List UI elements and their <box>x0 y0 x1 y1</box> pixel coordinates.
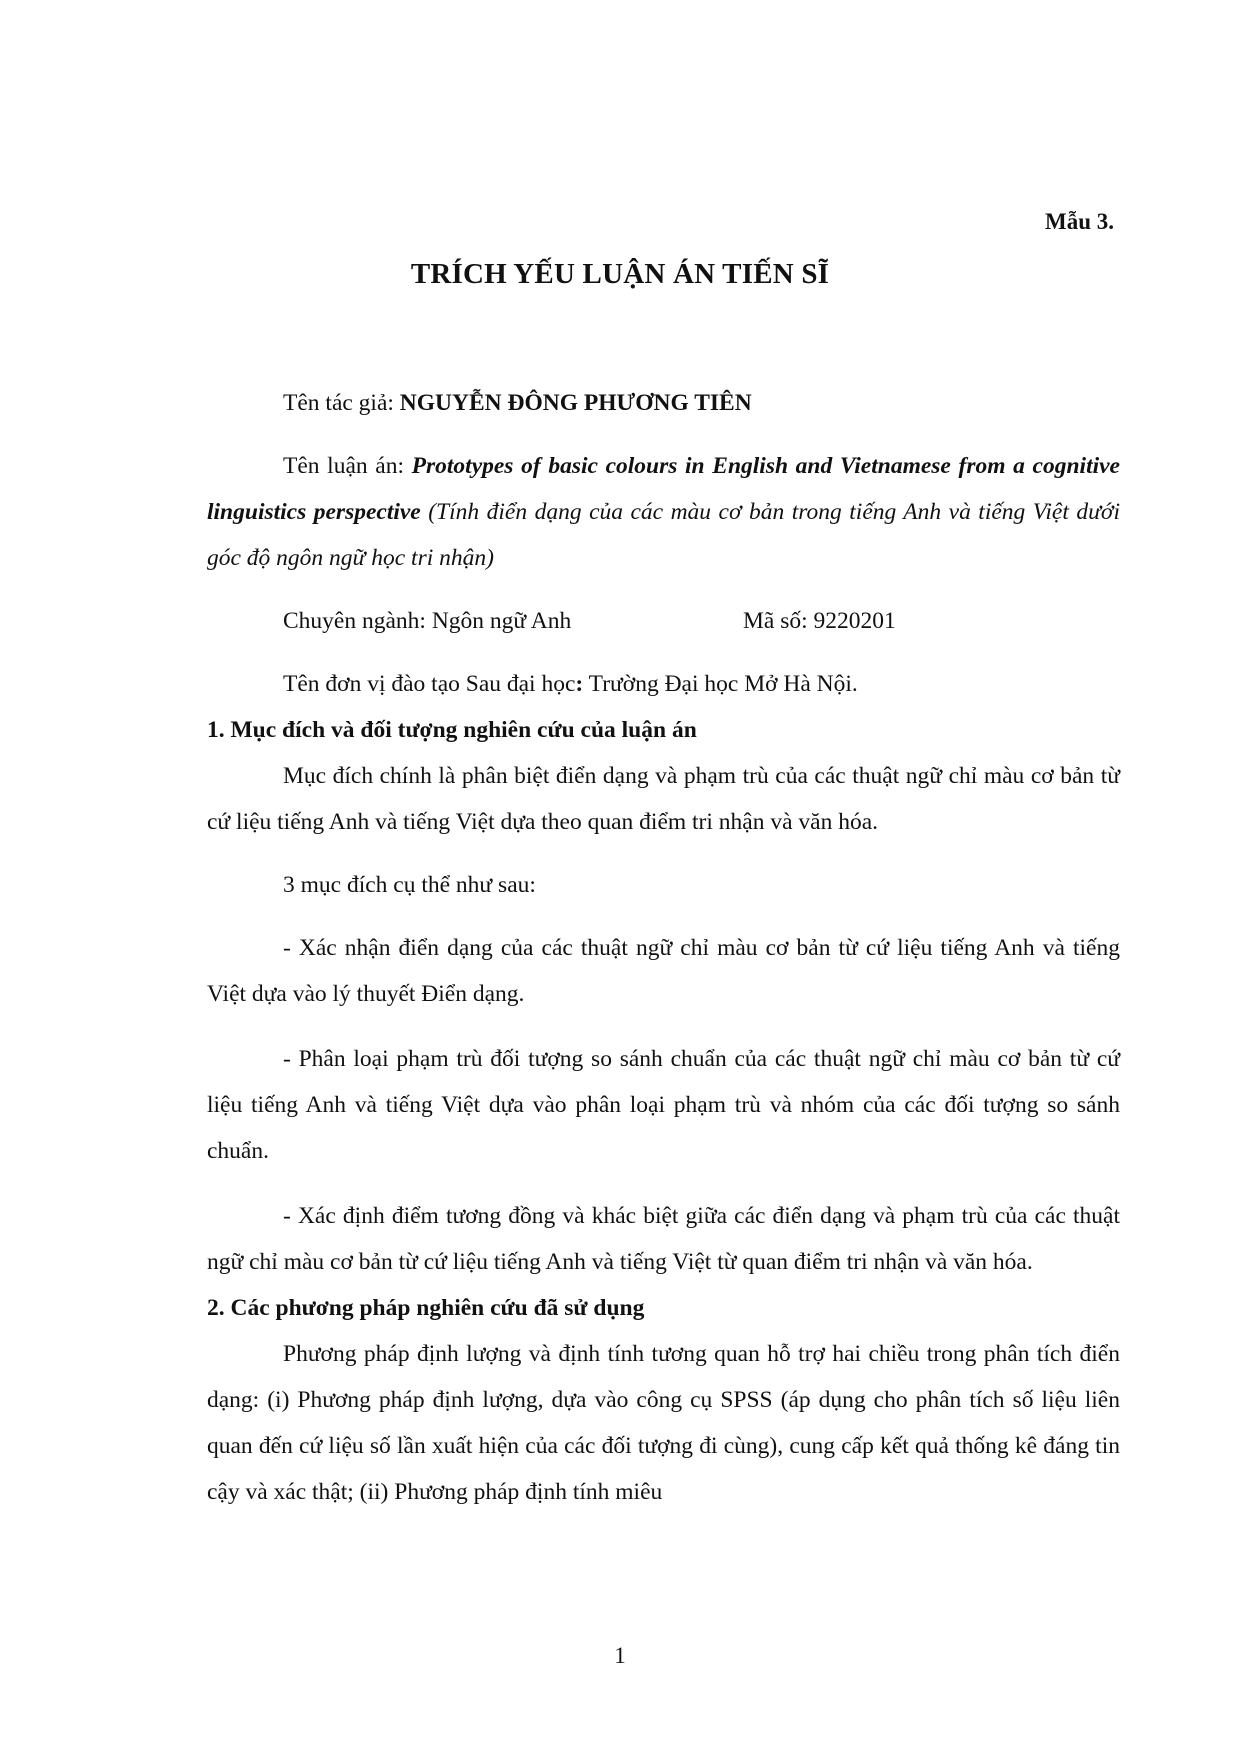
thesis-title-vietnamese: (Tính điển dạng của các màu cơ bản trong tiếng Anh và tiếng Việt dưới góc độ ngôn ngữ học tri nhận) <box>207 499 1120 571</box>
institution-line <box>207 661 1120 707</box>
major-code-value: 9220201 <box>813 608 896 634</box>
major-line <box>207 598 1120 644</box>
major-code-field <box>743 598 896 644</box>
major-label: Chuyên ngành: <box>283 608 432 634</box>
author-line <box>207 380 1120 426</box>
section-1-paragraph: - Xác định điểm tương đồng và khác biệt giữa các điển dạng và phạm trù của các thuật ngữ chỉ màu cơ bản từ cứ liệu tiếng Anh và tiếng Việt từ quan điểm tri nhận và văn hóa. <box>207 1203 1120 1275</box>
section-2-heading: 2. Các phương pháp nghiên cứu đã sử dụng <box>207 1295 645 1321</box>
institution-label: Tên đơn vị đào tạo Sau đại học <box>283 671 576 697</box>
page-number: 1 <box>614 1643 626 1668</box>
author-name: NGUYỄN ĐÔNG PHƯƠNG TIÊN <box>399 390 752 416</box>
document-title: TRÍCH YẾU LUẬN ÁN TIẾN SĨ <box>410 258 830 290</box>
document-body <box>207 380 1120 1515</box>
form-label: Mẫu 3. <box>1045 209 1114 234</box>
major-code-label: Mã số: <box>743 608 814 634</box>
major-value: Ngôn ngữ Anh <box>431 608 572 634</box>
thesis-title-line <box>207 443 1120 581</box>
major-field <box>283 598 743 644</box>
thesis-label: Tên luận án: <box>283 453 412 479</box>
thesis-title-english: Prototypes of basic colours in English and Vietnamese from a cognitive linguistics perspective <box>207 453 1120 525</box>
section-2-paragraph: Phương pháp định lượng và định tính tương quan hỗ trợ hai chiều trong phân tích điển dạng: (i) Phương pháp định lượng, dựa vào công cụ SPSS (áp dụng cho phân tích số liệu liên quan đến cứ liệu số lần xuất hiện của các đối tượng đi cùng), cung cấp kết quả thống kê đáng tin cậy và xác thật; (ii) Phương pháp định tính miêu <box>207 1341 1120 1505</box>
institution-colon: : <box>575 671 584 697</box>
institution-value: Trường Đại học Mở Hà Nội. <box>583 671 858 697</box>
section-1-paragraph: Mục đích chính là phân biệt điển dạng và phạm trù của các thuật ngữ chỉ màu cơ bản từ cứ liệu tiếng Anh và tiếng Việt dựa theo quan điểm tri nhận và văn hóa. <box>207 763 1120 835</box>
author-label: Tên tác giả: <box>283 390 400 416</box>
section-1-heading: 1. Mục đích và đối tượng nghiên cứu của luận án <box>207 717 697 743</box>
section-1-paragraph: - Phân loại phạm trù đối tượng so sánh chuẩn của các thuật ngữ chỉ màu cơ bản từ cứ liệu tiếng Anh và tiếng Việt dựa vào phân loại phạm trù và nhóm của các đối tượng so sánh chuẩn. <box>207 1046 1120 1164</box>
section-1-paragraph: - Xác nhận điển dạng của các thuật ngữ chỉ màu cơ bản từ cứ liệu tiếng Anh và tiếng Việt dựa vào lý thuyết Điển dạng. <box>207 935 1120 1007</box>
section-1-paragraph: 3 mục đích cụ thể như sau: <box>283 872 536 898</box>
